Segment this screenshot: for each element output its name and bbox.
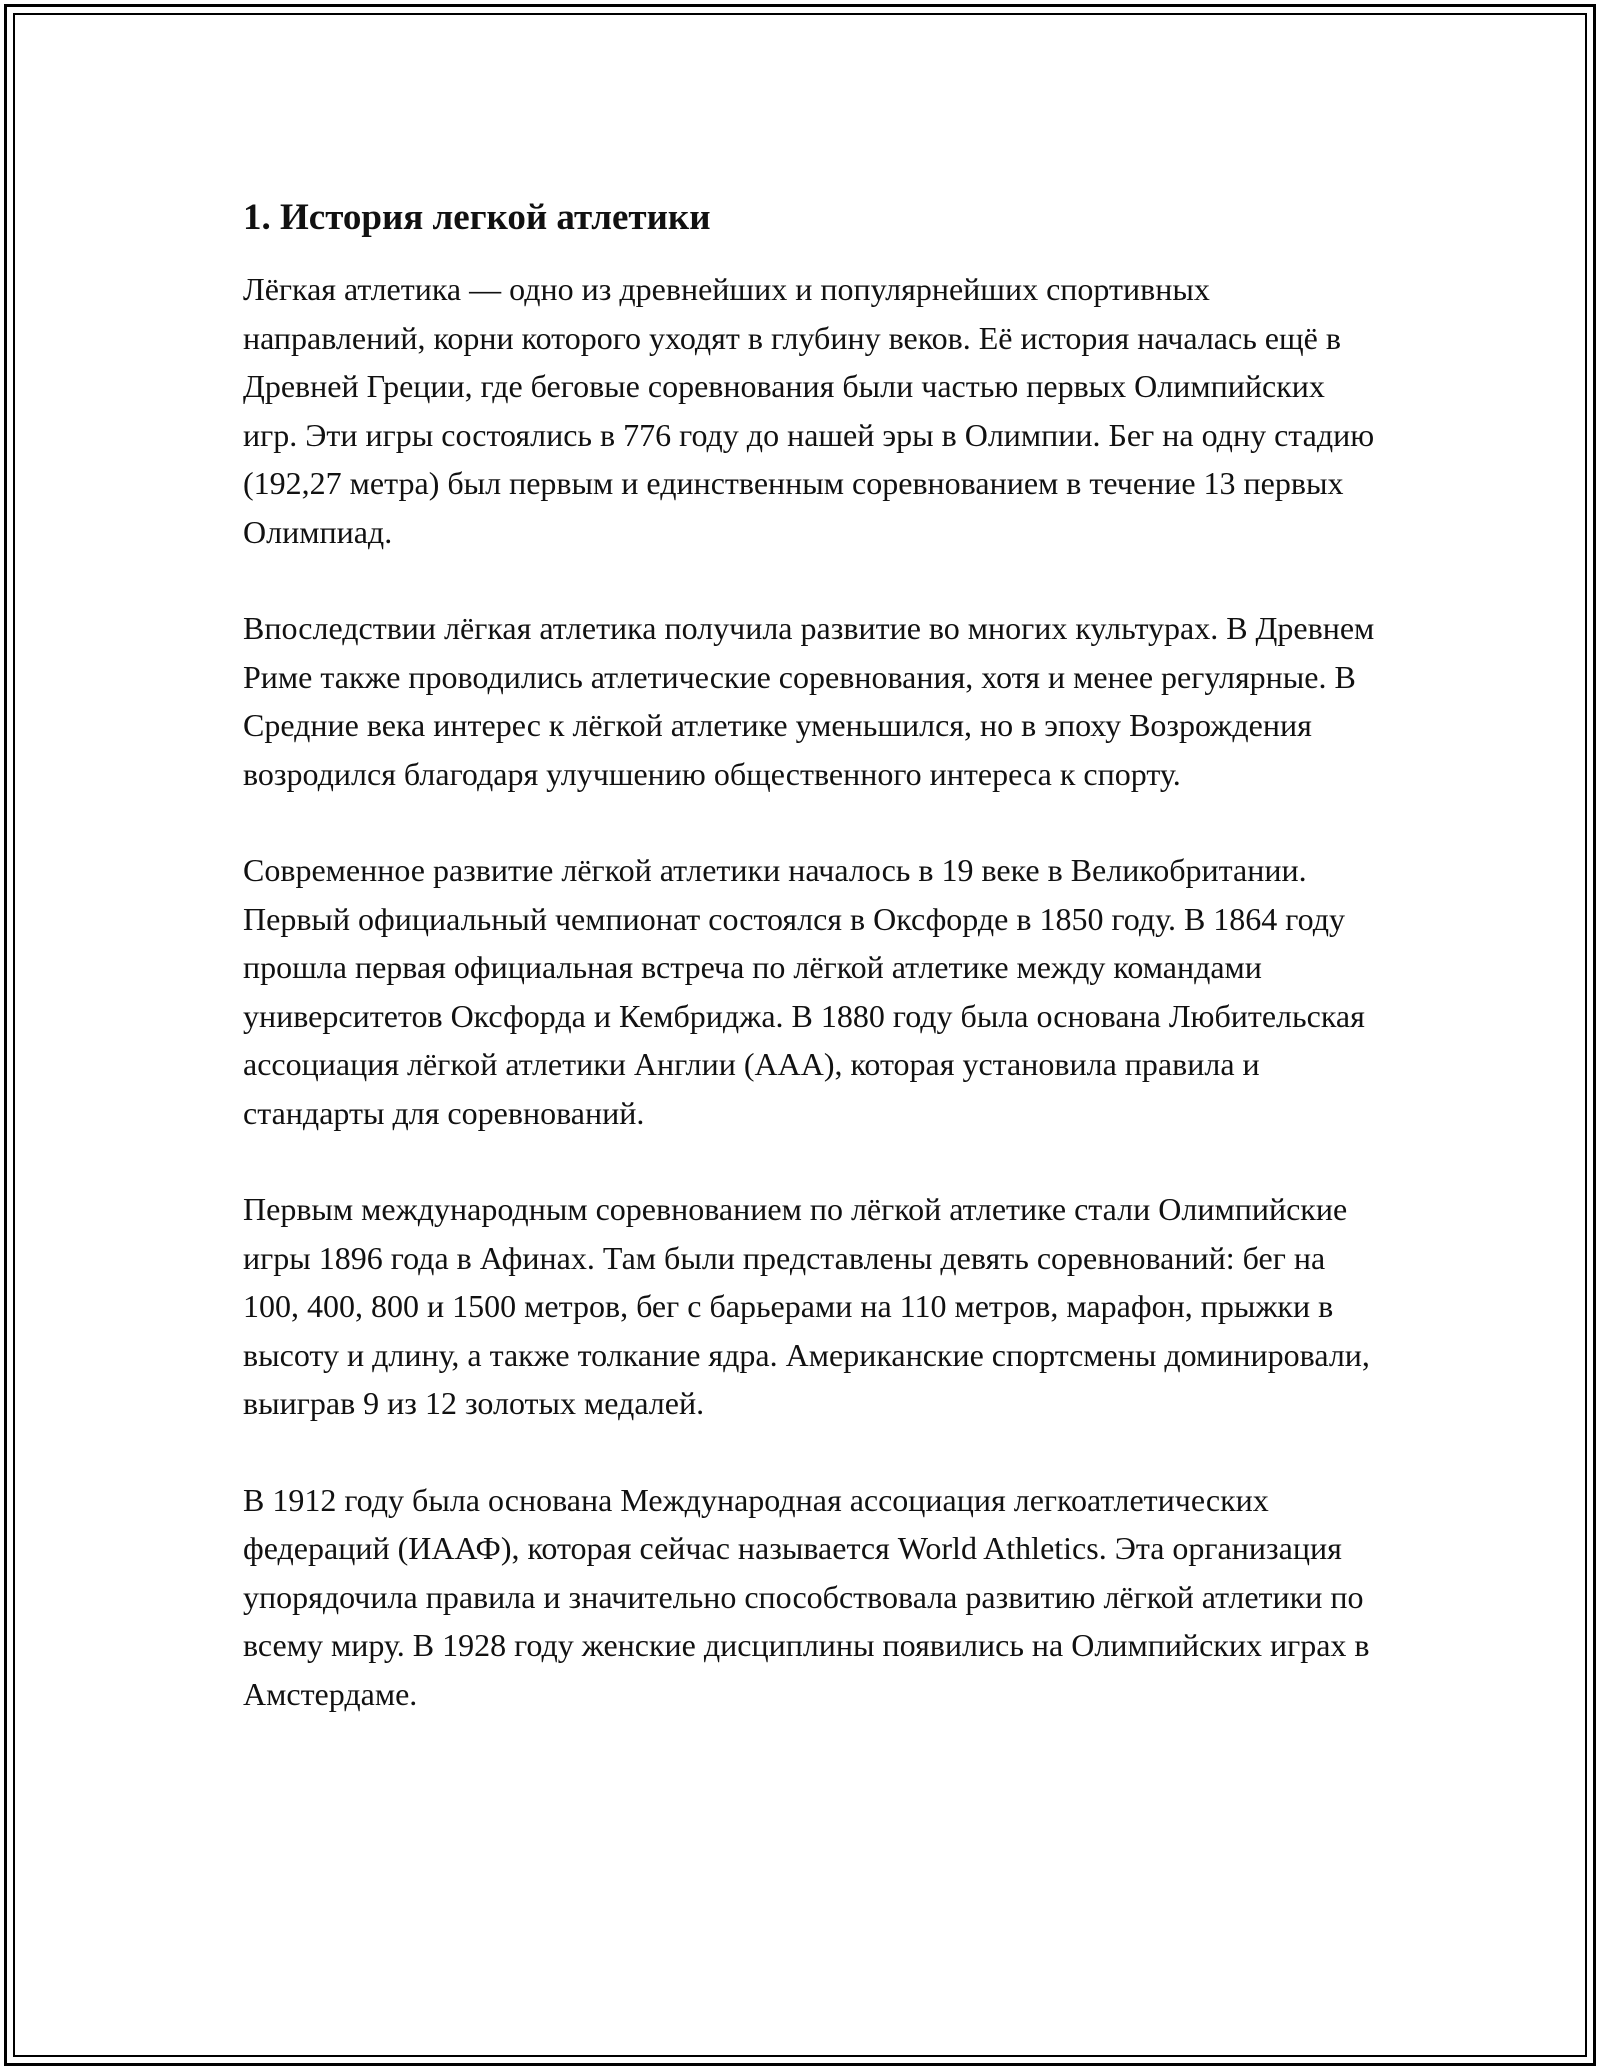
paragraph-ancient-history: Лёгкая атлетика — одно из древнейших и популярнейших спортивных направлений, корни которого уходят в глубину веков. Её история началась ещё в Древней Греции, где беговые соревнования были частью первых Олимпийских игр. Эти игры состоялись в 776 году до нашей эры в Олимпии. Бег на одну стадию (192,27 метра) был первым и единственным соревнованием в течение 13 первых Олимпиад. <box>243 271 1375 550</box>
paragraph-iaaf-founding: В 1912 году была основана Международная ассоциация легкоатлетических федераций (ИААФ), которая сейчас называется World Athletics. Эта организация упорядочила правила и значительно способствовала развитию лёгкой атлетики по всему миру. В 1928 году женские дисциплины появились на Олимпийских играх в Амстердаме. <box>243 1481 1370 1712</box>
section-heading: 1. История легкой атлетики <box>243 197 711 238</box>
document-content <box>243 193 1383 1718</box>
page-frame <box>4 4 1596 2066</box>
paragraph-first-olympics: Первым международным соревнованием по лёгкой атлетике стали Олимпийские игры 1896 года в Афинах. Там были представлены девять соревнований: бег на 100, 400, 800 и 1500 метров, бег с барьерами на 110 метров, марафон, прыжки в высоту и длину, а также толкание ядра. Американские спортсмены доминировали, выиграв 9 из 12 золотых медалей. <box>243 1191 1370 1421</box>
paragraph-modern-development: Современное развитие лёгкой атлетики началось в 19 веке в Великобритании. Первый официальный чемпионат состоялся в Оксфорде в 1850 году. В 1864 году прошла первая официальная встреча по лёгкой атлетике между командами университетов Оксфорда и Кембриджа. В 1880 году была основана Любительская ассоциация лёгкой атлетики Англии (AAA), которая установила правила и стандарты для соревнований. <box>243 852 1365 1131</box>
paragraph-rome-middle-ages: Впоследствии лёгкая атлетика получила развитие во многих культурах. В Древнем Риме также проводились атлетические соревнования, хотя и менее регулярные. В Средние века интерес к лёгкой атлетике уменьшился, но в эпоху Возрождения возродился благодаря улучшению общественного интереса к спорту. <box>243 610 1375 792</box>
